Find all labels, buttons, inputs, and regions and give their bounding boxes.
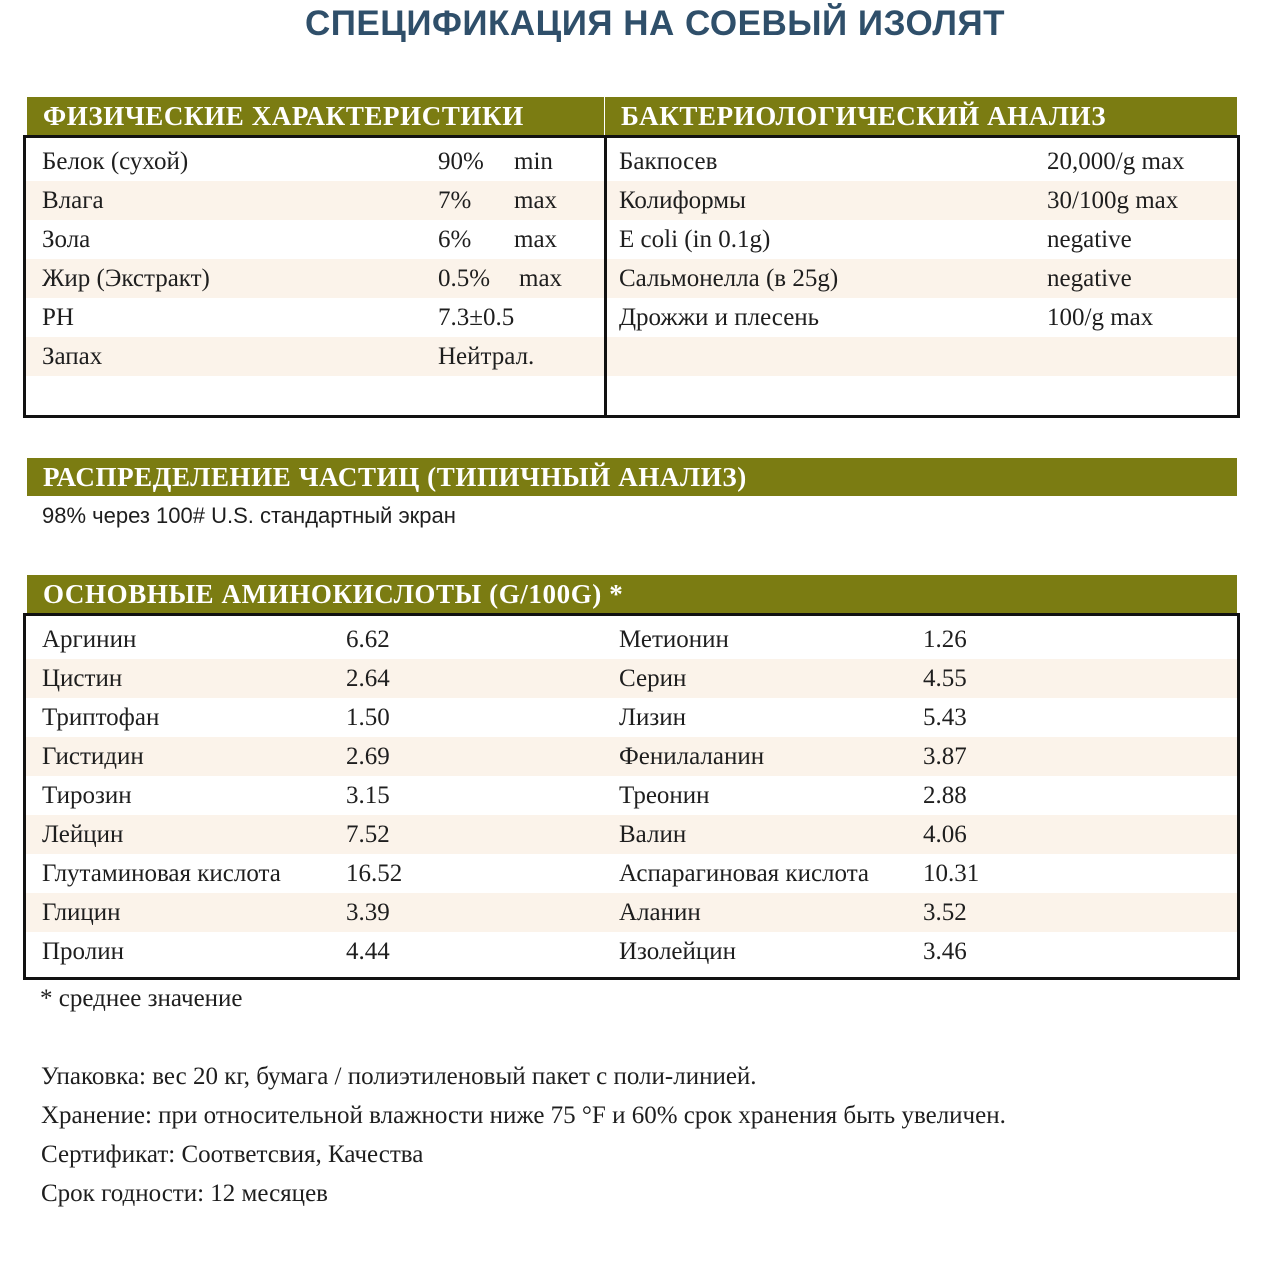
- bacterio-name: Бакпосев: [619, 148, 718, 175]
- amino-name: Серин: [619, 665, 687, 692]
- table-row: [26, 259, 604, 298]
- bacterio-value: 100/g max: [1047, 304, 1154, 331]
- amino-value: 5.43: [923, 704, 967, 731]
- amino-value: 7.52: [346, 821, 390, 848]
- amino-name: Гистидин: [42, 743, 144, 770]
- note-line: Хранение: при относительной влажности ниже 75 °F и 60% срок хранения быть увеличен.: [41, 1102, 1006, 1129]
- bacterio-table: [604, 135, 1240, 418]
- table-row: [26, 698, 1237, 737]
- amino-name: Цистин: [42, 665, 123, 692]
- physical-limit: max: [514, 187, 558, 214]
- amino-footnote: * среднее значение: [40, 985, 243, 1012]
- amino-name: Аспарагиновая кислота: [619, 860, 870, 887]
- physical-limit: max: [514, 226, 558, 253]
- physical-name: PH: [42, 304, 74, 331]
- amino-name: Валин: [619, 821, 687, 848]
- table-row: [26, 376, 604, 415]
- physical-limit: min: [514, 148, 553, 175]
- table-row: [607, 337, 1237, 376]
- bacterio-value: 30/100g max: [1047, 187, 1179, 214]
- amino-value: 2.64: [346, 665, 390, 692]
- physical-name: Жир (Экстракт): [42, 265, 210, 292]
- physical-name: Зола: [42, 226, 91, 253]
- page-title: СПЕЦИФИКАЦИЯ НА СОЕВЫЙ ИЗОЛЯТ: [304, 4, 1005, 43]
- physical-value: 90%: [438, 148, 484, 175]
- table-row: [26, 181, 604, 220]
- amino-name: Триптофан: [42, 704, 160, 731]
- amino-value: 3.52: [923, 899, 967, 926]
- amino-value: 4.44: [346, 938, 390, 965]
- table-row: [26, 737, 1237, 776]
- amino-value: 4.55: [923, 665, 967, 692]
- amino-name: Лейцин: [42, 821, 124, 848]
- table-row: [607, 220, 1237, 259]
- physical-value: 0.5%: [438, 265, 491, 292]
- amino-value: 4.06: [923, 821, 967, 848]
- bacterio-header: БАКТЕРИОЛОГИЧЕСКИЙ АНАЛИЗ: [605, 97, 1237, 135]
- table-row: [26, 893, 1237, 932]
- bacterio-value: negative: [1047, 226, 1132, 253]
- bacterio-name: Сальмонелла (в 25g): [619, 265, 839, 292]
- physical-value: 6%: [438, 226, 472, 253]
- physical-name: Запах: [42, 343, 103, 370]
- amino-name: Треонин: [619, 782, 710, 809]
- amino-value: 2.88: [923, 782, 967, 809]
- amino-value: 3.46: [923, 938, 967, 965]
- particles-text: 98% через 100# U.S. стандартный экран: [42, 503, 456, 528]
- amino-value: 1.50: [346, 704, 390, 731]
- amino-value: 16.52: [346, 860, 403, 887]
- note-line: Сертификат: Соответсвия, Качества: [41, 1141, 424, 1168]
- amino-name: Метионин: [619, 626, 729, 653]
- table-row: [26, 659, 1237, 698]
- bacterio-name: Дрожжи и плесень: [619, 304, 820, 331]
- amino-name: Фенилаланин: [619, 743, 765, 770]
- table-row: [26, 815, 1237, 854]
- particles-header: РАСПРЕДЕЛЕНИЕ ЧАСТИЦ (ТИПИЧНЫЙ АНАЛИЗ): [27, 458, 1237, 496]
- amino-value: 6.62: [346, 626, 390, 653]
- physical-name: Белок (сухой): [42, 148, 189, 175]
- amino-name: Аланин: [619, 899, 701, 926]
- table-row: [26, 220, 604, 259]
- table-row: [26, 932, 1237, 971]
- amino-value: 2.69: [346, 743, 390, 770]
- table-row: [607, 298, 1237, 337]
- table-row: [607, 142, 1237, 181]
- amino-value: 1.26: [923, 626, 967, 653]
- bacterio-name: E coli (in 0.1g): [619, 226, 771, 253]
- physical-table: [23, 135, 607, 418]
- amino-header: ОСНОВНЫЕ АМИНОКИСЛОТЫ (G/100G) *: [27, 575, 1237, 613]
- physical-limit: max: [519, 265, 563, 292]
- table-row: [26, 337, 604, 376]
- table-row: [607, 376, 1237, 415]
- physical-value: Нейтрал.: [438, 343, 535, 370]
- table-row: [26, 142, 604, 181]
- amino-value: 3.15: [346, 782, 390, 809]
- physical-header: ФИЗИЧЕСКИЕ ХАРАКТЕРИСТИКИ: [27, 97, 604, 135]
- bacterio-name: Колиформы: [619, 187, 746, 214]
- physical-name: Влага: [42, 187, 104, 214]
- amino-name: Глутаминовая кислота: [42, 860, 281, 887]
- amino-name: Аргинин: [42, 626, 137, 653]
- amino-value: 3.87: [923, 743, 967, 770]
- table-row: [26, 776, 1237, 815]
- bacterio-value: 20,000/g max: [1047, 148, 1185, 175]
- amino-name: Лизин: [619, 704, 686, 731]
- table-row: [26, 620, 1237, 659]
- amino-name: Тирозин: [42, 782, 132, 809]
- amino-value: 3.39: [346, 899, 390, 926]
- note-line: Срок годности: 12 месяцев: [41, 1180, 328, 1207]
- amino-table: [23, 613, 1240, 980]
- table-row: [26, 298, 604, 337]
- note-line: Упаковка: вес 20 кг, бумага / полиэтиленовый пакет с поли-линией.: [41, 1063, 757, 1090]
- amino-name: Пролин: [42, 938, 124, 965]
- table-row: [607, 181, 1237, 220]
- bacterio-value: negative: [1047, 265, 1132, 292]
- amino-name: Изолейцин: [619, 938, 737, 965]
- physical-value: 7.3±0.5: [438, 304, 515, 331]
- amino-name: Глицин: [42, 899, 121, 926]
- table-row: [607, 259, 1237, 298]
- amino-value: 10.31: [923, 860, 980, 887]
- table-row: [26, 854, 1237, 893]
- physical-value: 7%: [438, 187, 472, 214]
